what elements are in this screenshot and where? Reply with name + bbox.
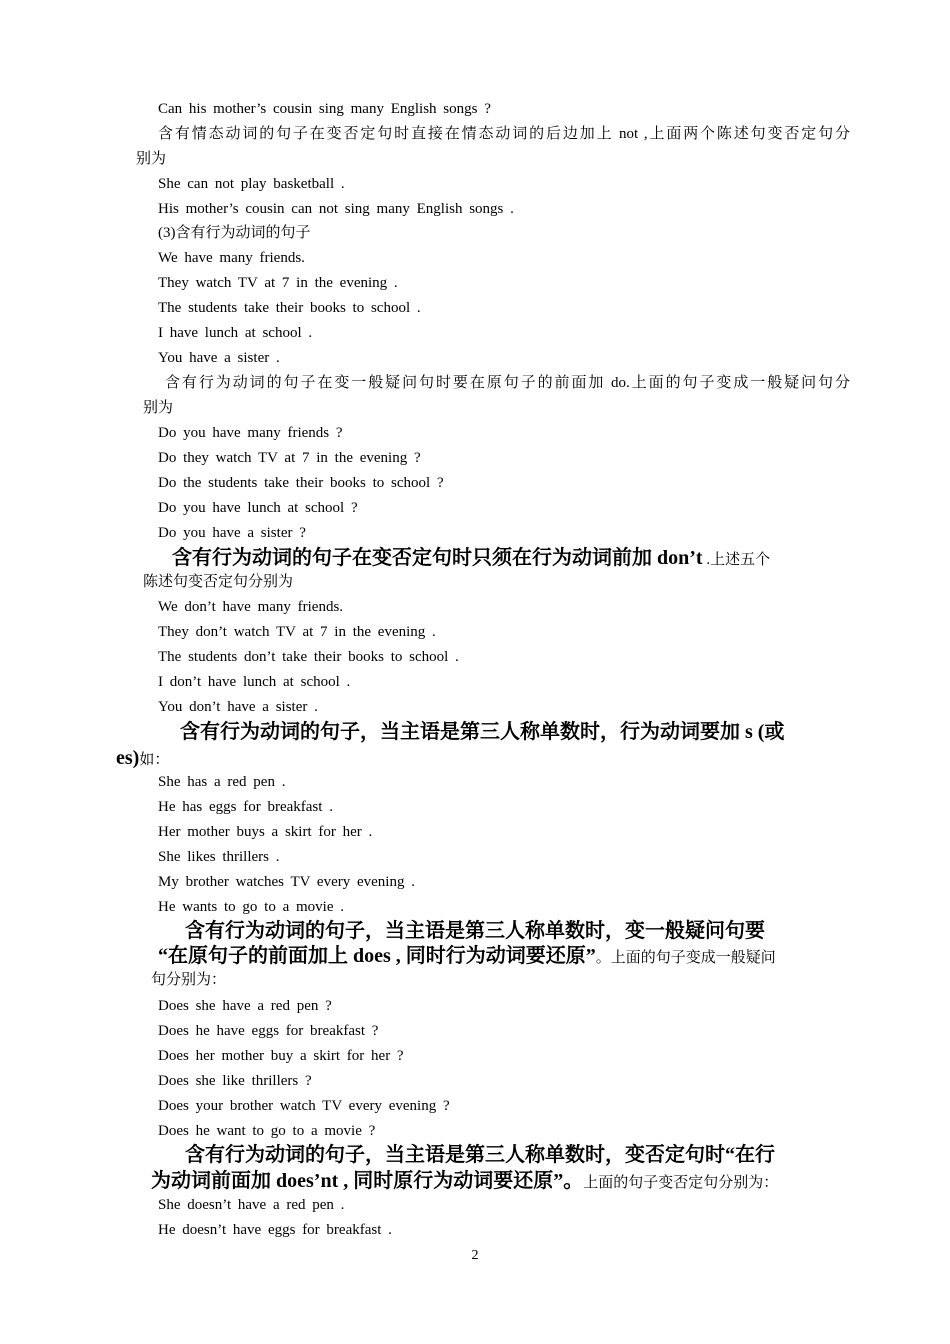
explanation-text: 含有行为动词的句子在变一般疑问句时要在原句子的前面加 do.上面的句子变成一般疑问句分: [165, 375, 850, 391]
example-sentence: They watch TV at 7 in the evening .: [158, 275, 398, 291]
example-sentence: We don’t have many friends.: [158, 599, 344, 615]
example-sentence: His mother’s cousin can not sing many English songs .: [158, 201, 514, 217]
example-sentence: She likes thrillers .: [158, 849, 280, 865]
rule-text: [185, 1142, 775, 1170]
rule-text: [158, 943, 776, 971]
example-sentence: The students don’t take their books to school .: [158, 649, 459, 665]
example-sentence: You have a sister .: [158, 350, 280, 366]
example-sentence: My brother watches TV every evening .: [158, 874, 415, 890]
explanation-text: 陈述句变否定句分别为: [143, 574, 294, 590]
example-sentence: He wants to go to a movie .: [158, 899, 344, 915]
rule-text-note: 如：: [139, 752, 170, 768]
explanation-text: 句分别为：: [151, 972, 227, 988]
example-sentence: I don’t have lunch at school .: [158, 674, 351, 690]
example-sentence: You don’t have a sister .: [158, 699, 318, 715]
rule-text: [185, 918, 765, 946]
rule-text-bold: 含有行为动词的句子在变否定句时只须在行为动词前加 don’t: [172, 547, 703, 569]
rule-text-bold: 为动词前面加 does’nt , 同时原行为动词要还原”。: [151, 1170, 584, 1192]
page-number: 2: [471, 1248, 479, 1263]
rule-text-bold: “在原句子的前面加上 does , 同时行为动词要还原”: [158, 945, 596, 967]
example-sentence: They don’t watch TV at 7 in the evening .: [158, 624, 436, 640]
rule-text-note: .上述五个: [702, 552, 771, 568]
example-sentence: He doesn’t have eggs for breakfast .: [158, 1222, 392, 1238]
rule-text-note: 。上面的句子变成一般疑问: [595, 950, 776, 966]
rule-text: [172, 545, 770, 573]
example-sentence: He has eggs for breakfast .: [158, 799, 333, 815]
example-sentence: Her mother buys a skirt for her .: [158, 824, 373, 840]
explanation-text: 含有情态动词的句子在变否定句时直接在情态动词的后边加上 not ,上面两个陈述句变否定句分: [158, 126, 850, 142]
example-sentence: Does her mother buy a skirt for her ?: [158, 1048, 404, 1064]
rule-text-bold: 含有行为动词的句子，当主语是第三人称单数时，变一般疑问句要: [185, 920, 765, 942]
explanation-text: 别为: [143, 400, 174, 416]
rule-text: [151, 1168, 778, 1196]
example-sentence: Do you have many friends ?: [158, 425, 343, 441]
rule-text-bold: 含有行为动词的句子，当主语是第三人称单数时，行为动词要加 s (或: [180, 721, 785, 743]
explanation-text: 别为: [136, 151, 167, 167]
example-sentence: I have lunch at school .: [158, 325, 313, 341]
rule-text-bold: 含有行为动词的句子，当主语是第三人称单数时，变否定句时“在行: [185, 1144, 775, 1166]
example-sentence: Does she have a red pen ?: [158, 998, 332, 1014]
example-sentence: Do you have a sister ?: [158, 525, 306, 541]
example-sentence: Do you have lunch at school ?: [158, 500, 358, 516]
example-sentence: Does he want to go to a movie ?: [158, 1123, 376, 1139]
example-sentence: She can not play basketball .: [158, 176, 345, 192]
section-heading: (3)含有行为动词的句子: [158, 225, 311, 241]
example-sentence: Does your brother watch TV every evening ?: [158, 1098, 450, 1114]
example-sentence: Does he have eggs for breakfast ?: [158, 1023, 379, 1039]
rule-text: [180, 719, 784, 747]
rule-text-note: 上面的句子变否定句分别为：: [583, 1175, 779, 1191]
example-sentence: We have many friends.: [158, 250, 305, 266]
example-sentence: Do they watch TV at 7 in the evening ?: [158, 450, 421, 466]
example-sentence: Does she like thrillers ?: [158, 1073, 312, 1089]
rule-text-bold: es): [116, 747, 140, 769]
example-sentence: Can his mother’s cousin sing many English songs ?: [158, 101, 491, 117]
example-sentence: The students take their books to school .: [158, 300, 421, 316]
rule-text: [116, 745, 169, 773]
example-sentence: She has a red pen .: [158, 774, 286, 790]
example-sentence: Do the students take their books to school ?: [158, 475, 444, 491]
example-sentence: She doesn’t have a red pen .: [158, 1197, 345, 1213]
